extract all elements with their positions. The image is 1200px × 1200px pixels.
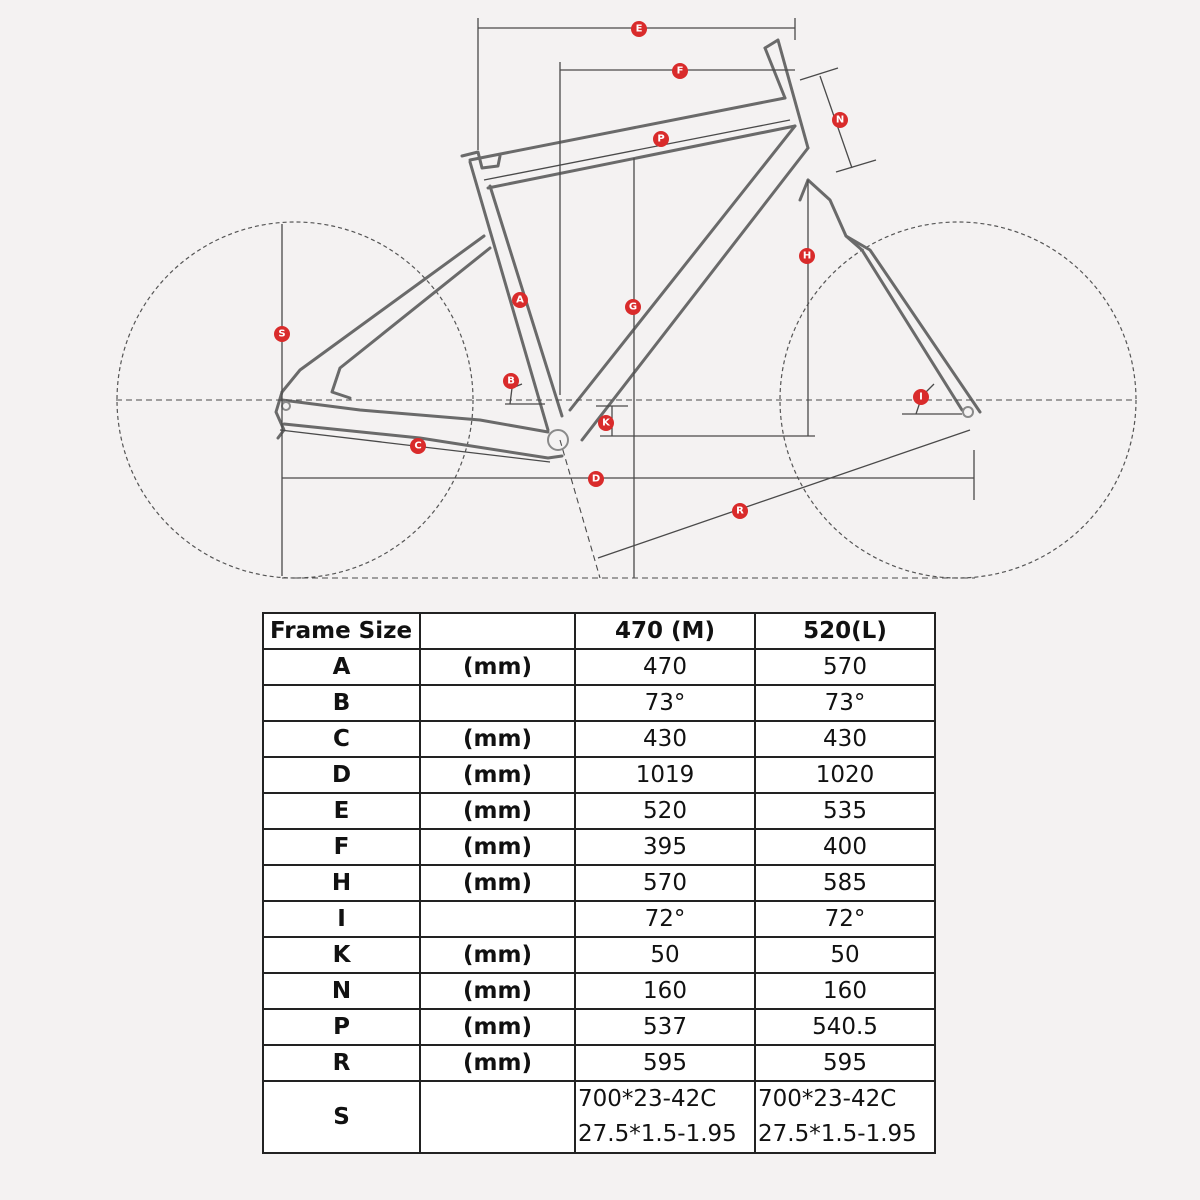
row-value-l: 400 xyxy=(755,829,935,865)
table-row xyxy=(263,1045,935,1081)
marker-h xyxy=(799,248,815,264)
marker-c xyxy=(410,438,426,454)
svg-text:C: C xyxy=(414,440,422,452)
row-unit: (mm) xyxy=(420,1045,575,1081)
table-row xyxy=(263,1009,935,1045)
table-row xyxy=(263,937,935,973)
row-value-m: 72° xyxy=(575,901,755,937)
row-unit xyxy=(420,685,575,721)
svg-text:P: P xyxy=(657,133,665,145)
marker-g xyxy=(625,299,641,315)
row-unit: (mm) xyxy=(420,973,575,1009)
row-label: H xyxy=(263,865,420,901)
marker-d xyxy=(588,471,604,487)
row-value-l: 535 xyxy=(755,793,935,829)
row-value-m: 537 xyxy=(575,1009,755,1045)
row-value-l: 1020 xyxy=(755,757,935,793)
table-row xyxy=(263,901,935,937)
row-label: C xyxy=(263,721,420,757)
row-label: R xyxy=(263,1045,420,1081)
row-value-m: 50 xyxy=(575,937,755,973)
row-value-l: 540.5 xyxy=(755,1009,935,1045)
header-size-m: 470 (M) xyxy=(575,613,755,649)
row-unit: (mm) xyxy=(420,829,575,865)
row-unit: (mm) xyxy=(420,937,575,973)
row-label: F xyxy=(263,829,420,865)
row-value-m: 470 xyxy=(575,649,755,685)
frame-outline xyxy=(276,40,980,458)
row-label: B xyxy=(263,685,420,721)
row-value-m: 395 xyxy=(575,829,755,865)
row-value-l: 430 xyxy=(755,721,935,757)
svg-text:B: B xyxy=(507,375,515,387)
svg-text:S: S xyxy=(278,328,286,340)
marker-i xyxy=(913,389,929,405)
header-size-l: 520(L) xyxy=(755,613,935,649)
row-value-m: 73° xyxy=(575,685,755,721)
row-value-m: 520 xyxy=(575,793,755,829)
marker-b xyxy=(503,373,519,389)
row-label: N xyxy=(263,973,420,1009)
row-unit: (mm) xyxy=(420,865,575,901)
header-frame-size: Frame Size xyxy=(263,613,420,649)
wheel-size-mtb: 27.5*1.5-1.95 xyxy=(758,1121,917,1147)
header-unit xyxy=(420,613,575,649)
row-label: P xyxy=(263,1009,420,1045)
table-header-row xyxy=(263,613,935,649)
row-label: K xyxy=(263,937,420,973)
row-value-m: 430 xyxy=(575,721,755,757)
row-value-l: 160 xyxy=(755,973,935,1009)
wheel-size-mtb: 27.5*1.5-1.95 xyxy=(578,1121,737,1147)
table-row xyxy=(263,865,935,901)
row-value-m: 160 xyxy=(575,973,755,1009)
row-label: E xyxy=(263,793,420,829)
svg-text:R: R xyxy=(736,505,744,517)
marker-s xyxy=(274,326,290,342)
marker-e xyxy=(631,21,647,37)
table-row xyxy=(263,721,935,757)
svg-text:F: F xyxy=(676,65,684,77)
row-value-m xyxy=(575,1081,755,1153)
row-value-l: 72° xyxy=(755,901,935,937)
svg-text:D: D xyxy=(591,473,601,485)
row-label: S xyxy=(263,1081,420,1153)
row-unit xyxy=(420,901,575,937)
row-unit: (mm) xyxy=(420,649,575,685)
marker-f xyxy=(672,63,688,79)
row-value-l xyxy=(755,1081,935,1153)
table-row xyxy=(263,829,935,865)
svg-text:G: G xyxy=(628,301,638,313)
row-unit: (mm) xyxy=(420,757,575,793)
dimension-lines xyxy=(116,18,1136,578)
marker-n xyxy=(832,112,848,128)
svg-text:K: K xyxy=(602,417,610,429)
marker-k xyxy=(598,415,614,431)
row-value-m: 1019 xyxy=(575,757,755,793)
table-row xyxy=(263,757,935,793)
row-label: D xyxy=(263,757,420,793)
row-label: I xyxy=(263,901,420,937)
marker-r xyxy=(732,503,748,519)
marker-p xyxy=(653,131,669,147)
row-label: A xyxy=(263,649,420,685)
row-value-l: 50 xyxy=(755,937,935,973)
row-value-l: 73° xyxy=(755,685,935,721)
row-value-l: 595 xyxy=(755,1045,935,1081)
svg-text:N: N xyxy=(835,114,845,126)
row-unit: (mm) xyxy=(420,721,575,757)
table-row xyxy=(263,793,935,829)
table-row xyxy=(263,973,935,1009)
row-value-l: 570 xyxy=(755,649,935,685)
row-value-m: 570 xyxy=(575,865,755,901)
svg-text:E: E xyxy=(635,23,643,35)
row-value-m: 595 xyxy=(575,1045,755,1081)
table-row xyxy=(263,649,935,685)
svg-text:A: A xyxy=(516,294,524,306)
row-unit xyxy=(420,1081,575,1153)
table-row-wheel-size xyxy=(263,1081,935,1153)
frame-size-table xyxy=(262,612,936,1154)
table-row xyxy=(263,685,935,721)
row-unit: (mm) xyxy=(420,1009,575,1045)
wheel-size-road: 700*23-42C xyxy=(758,1086,897,1112)
row-value-l: 585 xyxy=(755,865,935,901)
svg-text:H: H xyxy=(802,250,812,262)
wheel-size-road: 700*23-42C xyxy=(578,1086,717,1112)
svg-text:I: I xyxy=(919,391,923,403)
marker-a xyxy=(512,292,528,308)
row-unit: (mm) xyxy=(420,793,575,829)
